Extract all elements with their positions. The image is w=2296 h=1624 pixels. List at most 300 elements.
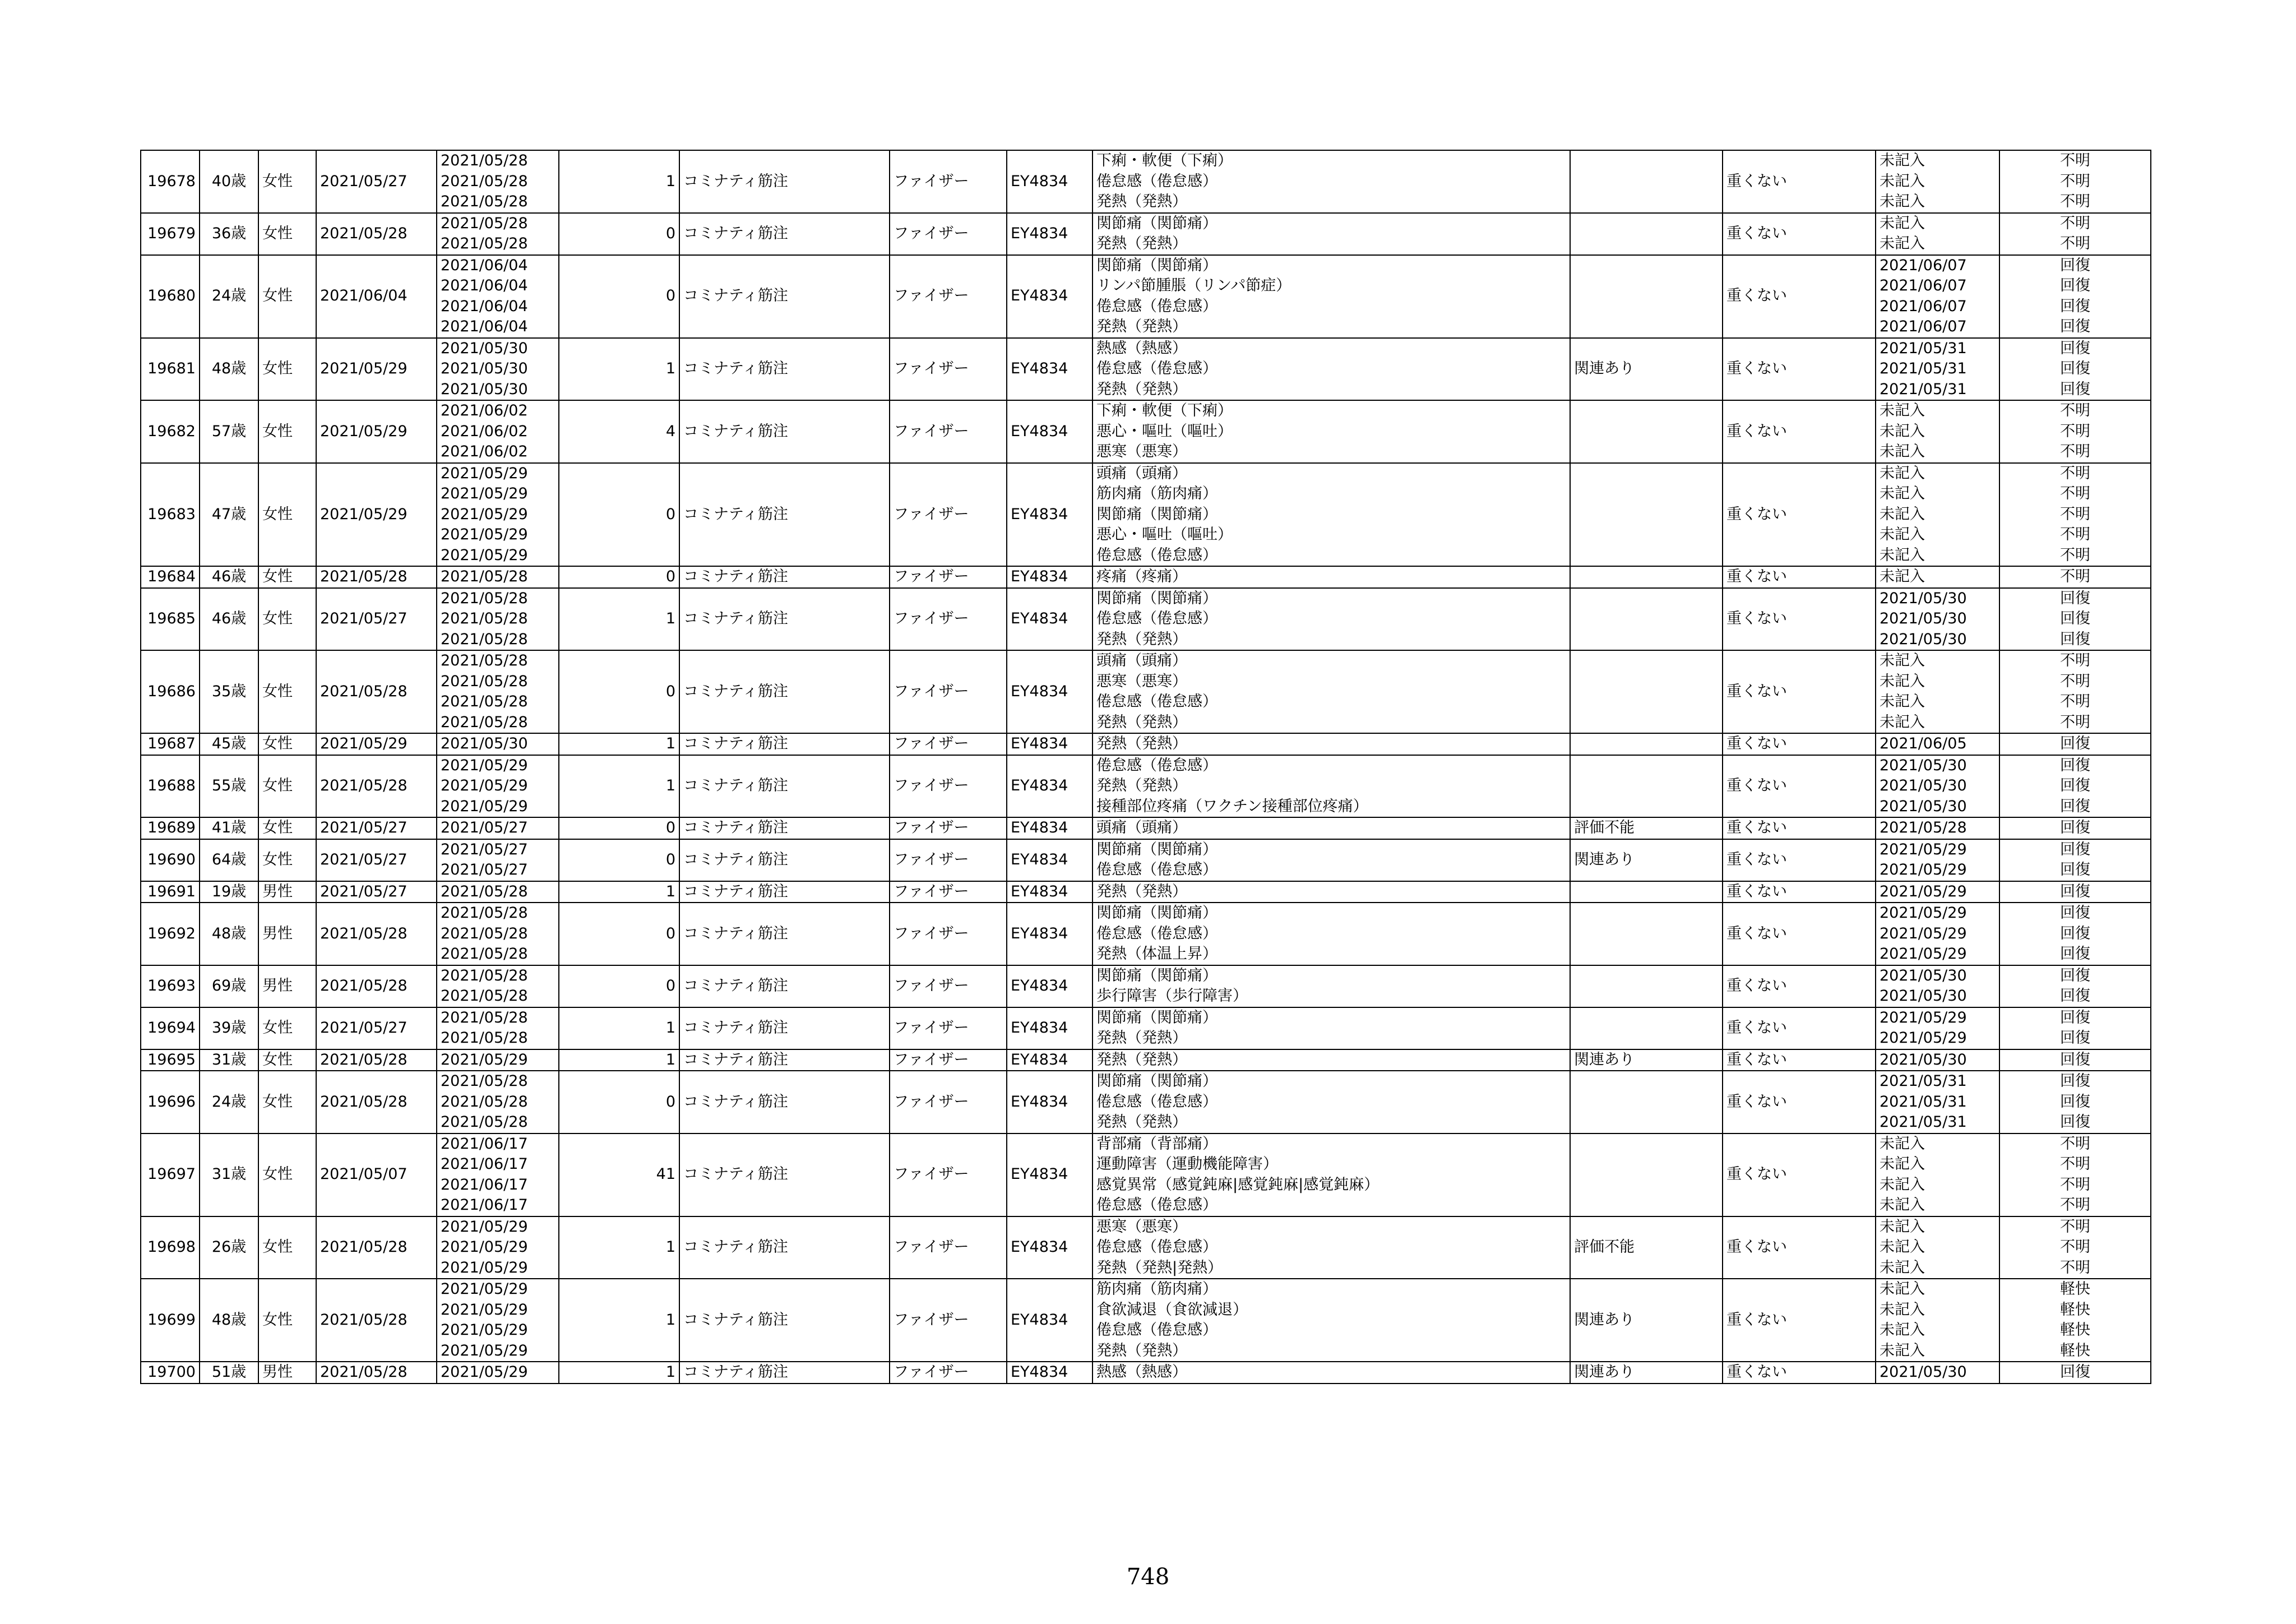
table-row xyxy=(141,650,2151,733)
outcome-line: 回復 xyxy=(2060,904,2090,922)
case-id-cell: 19696 xyxy=(141,1071,200,1133)
case-id-cell: 19691 xyxy=(141,881,200,903)
days-to-onset-cell: 0 xyxy=(559,903,679,965)
onset-date-line: 2021/05/29 xyxy=(441,1363,528,1381)
lot-number-cell: EY4834 xyxy=(1007,588,1093,651)
onset-date-line: 2021/05/28 xyxy=(441,945,528,963)
outcome-line: 回復 xyxy=(2060,1029,2090,1047)
vaccine-name-cell: コミナティ筋注 xyxy=(679,1279,890,1362)
vaccination-date-cell: 2021/05/28 xyxy=(316,1216,437,1279)
vaccine-name-cell: コミナティ筋注 xyxy=(679,213,890,255)
onset-date-list-cell xyxy=(437,650,559,733)
symptom-line: 歩行障害（歩行障害） xyxy=(1096,987,1248,1005)
outcome-line: 回復 xyxy=(2060,1093,2090,1111)
days-to-onset-cell: 0 xyxy=(559,839,679,881)
onset-date-list-cell xyxy=(437,1007,559,1049)
table-row xyxy=(141,588,2151,651)
outcome-date-line: 未記入 xyxy=(1880,652,1925,669)
table-row xyxy=(141,903,2151,965)
outcome-list-cell xyxy=(1999,1362,2151,1384)
sex-cell: 女性 xyxy=(258,338,316,401)
symptom-line: 倦怠感（倦怠感） xyxy=(1096,172,1218,190)
outcome-list-cell xyxy=(1999,1216,2151,1279)
manufacturer-cell: ファイザー xyxy=(890,817,1007,839)
outcome-date-line: 2021/05/29 xyxy=(1880,840,1967,858)
days-to-onset-cell: 4 xyxy=(559,400,679,463)
outcome-date-line: 2021/06/07 xyxy=(1880,297,1967,315)
onset-date-line: 2021/05/28 xyxy=(441,152,528,169)
outcome-line: 不明 xyxy=(2060,1259,2090,1276)
symptom-line: 頭痛（頭痛） xyxy=(1096,819,1187,836)
severity-cell: 重くない xyxy=(1723,463,1876,567)
manufacturer-cell: ファイザー xyxy=(890,338,1007,401)
age-cell: 48歳 xyxy=(200,903,258,965)
outcome-date-line: 未記入 xyxy=(1880,693,1925,710)
outcome-line: 回復 xyxy=(2060,819,2090,836)
outcome-date-line: 2021/06/05 xyxy=(1880,735,1967,752)
age-cell: 48歳 xyxy=(200,1279,258,1362)
lot-number-cell: EY4834 xyxy=(1007,881,1093,903)
age-cell: 46歳 xyxy=(200,566,258,588)
case-id-cell: 19692 xyxy=(141,903,200,965)
age-cell: 35歳 xyxy=(200,650,258,733)
manufacturer-cell: ファイザー xyxy=(890,1071,1007,1133)
causality-cell xyxy=(1570,150,1723,213)
onset-date-line: 2021/05/28 xyxy=(441,193,528,210)
age-cell: 48歳 xyxy=(200,338,258,401)
manufacturer-cell: ファイザー xyxy=(890,213,1007,255)
symptom-line: 関節痛（関節痛） xyxy=(1096,505,1218,523)
onset-date-line: 2021/05/28 xyxy=(441,693,528,710)
onset-date-list-cell xyxy=(437,400,559,463)
onset-date-list-cell xyxy=(437,965,559,1007)
case-id-cell: 19682 xyxy=(141,400,200,463)
outcome-date-list-cell xyxy=(1876,903,1999,965)
outcome-date-list-cell xyxy=(1876,1216,1999,1279)
vaccination-date-cell: 2021/05/27 xyxy=(316,150,437,213)
onset-date-line: 2021/06/04 xyxy=(441,297,528,315)
severity-cell: 重くない xyxy=(1723,755,1876,818)
onset-date-line: 2021/05/28 xyxy=(441,924,528,942)
onset-date-line: 2021/05/28 xyxy=(441,987,528,1005)
outcome-line: 不明 xyxy=(2060,693,2090,710)
severity-cell: 重くない xyxy=(1723,255,1876,338)
symptom-line: 筋肉痛（筋肉痛） xyxy=(1096,1280,1218,1298)
causality-cell: 関連あり xyxy=(1570,839,1723,881)
vaccine-name-cell: コミナティ筋注 xyxy=(679,1071,890,1133)
sex-cell: 女性 xyxy=(258,1049,316,1071)
lot-number-cell: EY4834 xyxy=(1007,965,1093,1007)
outcome-date-line: 未記入 xyxy=(1880,1321,1925,1339)
age-cell: 46歳 xyxy=(200,588,258,651)
symptom-list-cell xyxy=(1093,903,1570,965)
manufacturer-cell: ファイザー xyxy=(890,150,1007,213)
symptom-line: 倦怠感（倦怠感） xyxy=(1096,861,1218,878)
lot-number-cell: EY4834 xyxy=(1007,338,1093,401)
outcome-date-line: 未記入 xyxy=(1880,1176,1925,1193)
causality-cell xyxy=(1570,881,1723,903)
vaccination-date-cell: 2021/05/27 xyxy=(316,881,437,903)
outcome-list-cell xyxy=(1999,338,2151,401)
vaccine-name-cell: コミナティ筋注 xyxy=(679,338,890,401)
symptom-line: 倦怠感（倦怠感） xyxy=(1096,1321,1218,1339)
lot-number-cell: EY4834 xyxy=(1007,839,1093,881)
outcome-date-list-cell xyxy=(1876,1133,1999,1216)
onset-date-line: 2021/05/29 xyxy=(441,1238,528,1256)
causality-cell xyxy=(1570,1007,1723,1049)
onset-date-line: 2021/05/29 xyxy=(441,1051,528,1068)
symptom-line: 倦怠感（倦怠感） xyxy=(1096,1093,1218,1111)
outcome-date-line: 未記入 xyxy=(1880,1259,1925,1276)
causality-cell: 関連あり xyxy=(1570,338,1723,401)
vaccination-date-cell: 2021/05/29 xyxy=(316,733,437,755)
age-cell: 69歳 xyxy=(200,965,258,1007)
symptom-line: 倦怠感（倦怠感） xyxy=(1096,1196,1218,1214)
page-number: 748 xyxy=(1126,1564,1170,1590)
days-to-onset-cell: 1 xyxy=(559,1049,679,1071)
severity-cell: 重くない xyxy=(1723,566,1876,588)
outcome-date-list-cell xyxy=(1876,150,1999,213)
symptom-line: 発熱（発熱） xyxy=(1096,1051,1187,1068)
symptom-line: 筋肉痛（筋肉痛） xyxy=(1096,485,1218,502)
vaccine-name-cell: コミナティ筋注 xyxy=(679,1133,890,1216)
symptom-list-cell xyxy=(1093,881,1570,903)
onset-date-line: 2021/05/30 xyxy=(441,360,528,377)
manufacturer-cell: ファイザー xyxy=(890,255,1007,338)
age-cell: 51歳 xyxy=(200,1362,258,1384)
outcome-line: 回復 xyxy=(2060,735,2090,752)
lot-number-cell: EY4834 xyxy=(1007,1216,1093,1279)
outcome-date-list-cell xyxy=(1876,733,1999,755)
outcome-line: 軽快 xyxy=(2060,1321,2090,1339)
manufacturer-cell: ファイザー xyxy=(890,755,1007,818)
outcome-date-line: 未記入 xyxy=(1880,546,1925,564)
case-id-cell: 19687 xyxy=(141,733,200,755)
outcome-line: 回復 xyxy=(2060,861,2090,878)
symptom-list-cell xyxy=(1093,965,1570,1007)
vaccine-name-cell: コミナティ筋注 xyxy=(679,1007,890,1049)
outcome-line: 回復 xyxy=(2060,777,2090,794)
vaccination-date-cell: 2021/05/28 xyxy=(316,1362,437,1384)
outcome-line: 回復 xyxy=(2060,882,2090,900)
manufacturer-cell: ファイザー xyxy=(890,1362,1007,1384)
outcome-line: 回復 xyxy=(2060,840,2090,858)
outcome-line: 不明 xyxy=(2060,1238,2090,1256)
outcome-line: 不明 xyxy=(2060,464,2090,482)
outcome-line: 回復 xyxy=(2060,318,2090,335)
outcome-line: 不明 xyxy=(2060,568,2090,585)
outcome-list-cell xyxy=(1999,463,2151,567)
outcome-date-line: 未記入 xyxy=(1880,1280,1925,1298)
sex-cell: 女性 xyxy=(258,1071,316,1133)
outcome-date-line: 2021/05/31 xyxy=(1880,339,1967,357)
sex-cell: 女性 xyxy=(258,588,316,651)
symptom-line: 疼痛（疼痛） xyxy=(1096,568,1187,585)
days-to-onset-cell: 1 xyxy=(559,1362,679,1384)
age-cell: 47歳 xyxy=(200,463,258,567)
outcome-list-cell xyxy=(1999,255,2151,338)
onset-date-line: 2021/05/28 xyxy=(441,966,528,984)
age-cell: 57歳 xyxy=(200,400,258,463)
outcome-date-list-cell xyxy=(1876,839,1999,881)
outcome-date-line: 2021/06/07 xyxy=(1880,277,1967,294)
days-to-onset-cell: 0 xyxy=(559,566,679,588)
onset-date-list-cell xyxy=(437,903,559,965)
vaccination-date-cell: 2021/05/27 xyxy=(316,588,437,651)
table-row xyxy=(141,1133,2151,1216)
outcome-date-list-cell xyxy=(1876,1049,1999,1071)
onset-date-line: 2021/06/17 xyxy=(441,1135,528,1153)
vaccination-date-cell: 2021/06/04 xyxy=(316,255,437,338)
symptom-line: 倦怠感（倦怠感） xyxy=(1096,546,1218,564)
outcome-line: 不明 xyxy=(2060,1135,2090,1153)
severity-cell: 重くない xyxy=(1723,338,1876,401)
symptom-list-cell xyxy=(1093,1216,1570,1279)
vaccine-name-cell: コミナティ筋注 xyxy=(679,1362,890,1384)
outcome-date-line: 2021/05/30 xyxy=(1880,589,1967,607)
lot-number-cell: EY4834 xyxy=(1007,566,1093,588)
onset-date-list-cell xyxy=(437,213,559,255)
outcome-list-cell xyxy=(1999,839,2151,881)
age-cell: 31歳 xyxy=(200,1049,258,1071)
onset-date-line: 2021/05/28 xyxy=(441,630,528,648)
vaccination-date-cell: 2021/05/27 xyxy=(316,839,437,881)
vaccine-name-cell: コミナティ筋注 xyxy=(679,255,890,338)
outcome-date-line: 2021/05/29 xyxy=(1880,861,1967,878)
table-row xyxy=(141,463,2151,567)
outcome-line: 回復 xyxy=(2060,797,2090,815)
days-to-onset-cell: 1 xyxy=(559,1279,679,1362)
lot-number-cell: EY4834 xyxy=(1007,650,1093,733)
vaccination-date-cell: 2021/05/29 xyxy=(316,463,437,567)
outcome-date-list-cell xyxy=(1876,213,1999,255)
days-to-onset-cell: 1 xyxy=(559,588,679,651)
causality-cell xyxy=(1570,400,1723,463)
outcome-line: 回復 xyxy=(2060,1008,2090,1026)
outcome-date-line: 2021/05/29 xyxy=(1880,882,1967,900)
onset-date-list-cell xyxy=(437,1071,559,1133)
symptom-line: 関節痛（関節痛） xyxy=(1096,840,1218,858)
symptom-line: 発熱（発熱|発熱） xyxy=(1096,1259,1223,1276)
vaccination-date-cell: 2021/05/28 xyxy=(316,650,437,733)
sex-cell: 女性 xyxy=(258,400,316,463)
symptom-line: 発熱（発熱） xyxy=(1096,318,1187,335)
outcome-line: 回復 xyxy=(2060,966,2090,984)
lot-number-cell: EY4834 xyxy=(1007,150,1093,213)
outcome-line: 不明 xyxy=(2060,172,2090,190)
symptom-list-cell xyxy=(1093,255,1570,338)
symptom-line: 関節痛（関節痛） xyxy=(1096,589,1218,607)
symptom-line: 運動障害（運動機能障害） xyxy=(1096,1155,1278,1173)
onset-date-list-cell xyxy=(437,1362,559,1384)
causality-cell: 評価不能 xyxy=(1570,1216,1723,1279)
lot-number-cell: EY4834 xyxy=(1007,463,1093,567)
onset-date-line: 2021/05/29 xyxy=(441,756,528,774)
outcome-date-line: 未記入 xyxy=(1880,1155,1925,1173)
symptom-line: 感覚異常（感覚鈍麻|感覚鈍麻|感覚鈍麻） xyxy=(1096,1176,1380,1193)
onset-date-line: 2021/05/28 xyxy=(441,235,528,252)
age-cell: 26歳 xyxy=(200,1216,258,1279)
case-id-cell: 19690 xyxy=(141,839,200,881)
symptom-list-cell xyxy=(1093,566,1570,588)
onset-date-line: 2021/06/02 xyxy=(441,422,528,440)
outcome-list-cell xyxy=(1999,213,2151,255)
outcome-date-line: 未記入 xyxy=(1880,152,1925,169)
outcome-line: 不明 xyxy=(2060,546,2090,564)
causality-cell: 関連あり xyxy=(1570,1362,1723,1384)
symptom-list-cell xyxy=(1093,1071,1570,1133)
outcome-list-cell xyxy=(1999,650,2151,733)
outcome-date-list-cell xyxy=(1876,817,1999,839)
outcome-date-list-cell xyxy=(1876,1362,1999,1384)
outcome-line: 回復 xyxy=(2060,756,2090,774)
days-to-onset-cell: 1 xyxy=(559,338,679,401)
symptom-list-cell xyxy=(1093,650,1570,733)
symptom-line: 悪寒（悪寒） xyxy=(1096,672,1187,690)
outcome-line: 不明 xyxy=(2060,652,2090,669)
symptom-line: 倦怠感（倦怠感） xyxy=(1096,1238,1218,1256)
causality-cell xyxy=(1570,965,1723,1007)
outcome-list-cell xyxy=(1999,400,2151,463)
symptom-line: 関節痛（関節痛） xyxy=(1096,1072,1218,1090)
outcome-line: 不明 xyxy=(2060,422,2090,440)
case-id-cell: 19698 xyxy=(141,1216,200,1279)
symptom-list-cell xyxy=(1093,338,1570,401)
causality-cell: 評価不能 xyxy=(1570,817,1723,839)
manufacturer-cell: ファイザー xyxy=(890,965,1007,1007)
outcome-date-line: 2021/05/29 xyxy=(1880,1008,1967,1026)
table-row xyxy=(141,817,2151,839)
days-to-onset-cell: 0 xyxy=(559,213,679,255)
age-cell: 19歳 xyxy=(200,881,258,903)
manufacturer-cell: ファイザー xyxy=(890,1216,1007,1279)
severity-cell: 重くない xyxy=(1723,1216,1876,1279)
onset-date-list-cell xyxy=(437,566,559,588)
case-id-cell: 19680 xyxy=(141,255,200,338)
onset-date-line: 2021/06/17 xyxy=(441,1176,528,1193)
vaccine-name-cell: コミナティ筋注 xyxy=(679,650,890,733)
outcome-list-cell xyxy=(1999,1049,2151,1071)
case-id-cell: 19685 xyxy=(141,588,200,651)
symptom-line: 発熱（発熱） xyxy=(1096,777,1187,794)
onset-date-line: 2021/05/29 xyxy=(441,777,528,794)
case-id-cell: 19686 xyxy=(141,650,200,733)
outcome-date-list-cell xyxy=(1876,755,1999,818)
days-to-onset-cell: 0 xyxy=(559,1071,679,1133)
outcome-date-line: 未記入 xyxy=(1880,713,1925,731)
onset-date-list-cell xyxy=(437,881,559,903)
vaccine-name-cell: コミナティ筋注 xyxy=(679,588,890,651)
symptom-line: 発熱（発熱） xyxy=(1096,882,1187,900)
days-to-onset-cell: 41 xyxy=(559,1133,679,1216)
vaccine-name-cell: コミナティ筋注 xyxy=(679,755,890,818)
symptom-line: 下痢・軟便（下痢） xyxy=(1096,152,1233,169)
outcome-line: 不明 xyxy=(2060,505,2090,523)
lot-number-cell: EY4834 xyxy=(1007,1071,1093,1133)
outcome-line: 回復 xyxy=(2060,1072,2090,1090)
outcome-date-line: 未記入 xyxy=(1880,672,1925,690)
outcome-date-line: 未記入 xyxy=(1880,485,1925,502)
table-row xyxy=(141,1362,2151,1384)
outcome-line: 回復 xyxy=(2060,277,2090,294)
outcome-date-line: 未記入 xyxy=(1880,1238,1925,1256)
vaccine-name-cell: コミナティ筋注 xyxy=(679,1216,890,1279)
outcome-list-cell xyxy=(1999,1007,2151,1049)
outcome-line: 回復 xyxy=(2060,945,2090,963)
outcome-list-cell xyxy=(1999,566,2151,588)
outcome-line: 回復 xyxy=(2060,987,2090,1005)
causality-cell xyxy=(1570,566,1723,588)
severity-cell: 重くない xyxy=(1723,213,1876,255)
days-to-onset-cell: 1 xyxy=(559,1007,679,1049)
symptom-line: 発熱（発熱） xyxy=(1096,1341,1187,1359)
severity-cell: 重くない xyxy=(1723,650,1876,733)
onset-date-line: 2021/05/29 xyxy=(441,1280,528,1298)
onset-date-line: 2021/05/28 xyxy=(441,1008,528,1026)
symptom-line: 熱感（熱感） xyxy=(1096,339,1187,357)
vaccination-date-cell: 2021/05/29 xyxy=(316,338,437,401)
symptom-line: 悪心・嘔吐（嘔吐） xyxy=(1096,526,1233,543)
symptom-line: 関節痛（関節痛） xyxy=(1096,966,1218,984)
lot-number-cell: EY4834 xyxy=(1007,903,1093,965)
manufacturer-cell: ファイザー xyxy=(890,588,1007,651)
age-cell: 40歳 xyxy=(200,150,258,213)
vaccination-date-cell: 2021/05/29 xyxy=(316,400,437,463)
onset-date-list-cell xyxy=(437,338,559,401)
onset-date-line: 2021/06/04 xyxy=(441,256,528,274)
causality-cell xyxy=(1570,1071,1723,1133)
onset-date-line: 2021/05/29 xyxy=(441,797,528,815)
outcome-line: 不明 xyxy=(2060,214,2090,232)
age-cell: 24歳 xyxy=(200,255,258,338)
vaccine-name-cell: コミナティ筋注 xyxy=(679,733,890,755)
sex-cell: 男性 xyxy=(258,1362,316,1384)
symptom-line: 関節痛（関節痛） xyxy=(1096,904,1218,922)
symptom-list-cell xyxy=(1093,1279,1570,1362)
table-body xyxy=(141,150,2151,1384)
symptom-line: 発熱（発熱） xyxy=(1096,235,1187,252)
severity-cell: 重くない xyxy=(1723,1071,1876,1133)
sex-cell: 男性 xyxy=(258,903,316,965)
severity-cell: 重くない xyxy=(1723,881,1876,903)
onset-date-list-cell xyxy=(437,588,559,651)
onset-date-line: 2021/05/28 xyxy=(441,904,528,922)
symptom-list-cell xyxy=(1093,733,1570,755)
severity-cell: 重くない xyxy=(1723,1049,1876,1071)
symptom-line: 悪心・嘔吐（嘔吐） xyxy=(1096,422,1233,440)
vaccine-name-cell: コミナティ筋注 xyxy=(679,881,890,903)
outcome-date-list-cell xyxy=(1876,650,1999,733)
causality-cell xyxy=(1570,588,1723,651)
onset-date-list-cell xyxy=(437,1049,559,1071)
onset-date-line: 2021/05/28 xyxy=(441,214,528,232)
onset-date-line: 2021/05/29 xyxy=(441,546,528,564)
lot-number-cell: EY4834 xyxy=(1007,400,1093,463)
outcome-line: 回復 xyxy=(2060,339,2090,357)
outcome-date-line: 2021/05/31 xyxy=(1880,1093,1967,1111)
outcome-date-line: 2021/05/29 xyxy=(1880,945,1967,963)
outcome-date-list-cell xyxy=(1876,588,1999,651)
symptom-line: 関節痛（関節痛） xyxy=(1096,214,1218,232)
outcome-date-line: 2021/05/30 xyxy=(1880,1051,1967,1068)
outcome-date-line: 未記入 xyxy=(1880,1196,1925,1214)
onset-date-line: 2021/06/17 xyxy=(441,1196,528,1214)
sex-cell: 女性 xyxy=(258,213,316,255)
outcome-date-line: 未記入 xyxy=(1880,422,1925,440)
days-to-onset-cell: 0 xyxy=(559,965,679,1007)
lot-number-cell: EY4834 xyxy=(1007,255,1093,338)
onset-date-line: 2021/05/30 xyxy=(441,339,528,357)
